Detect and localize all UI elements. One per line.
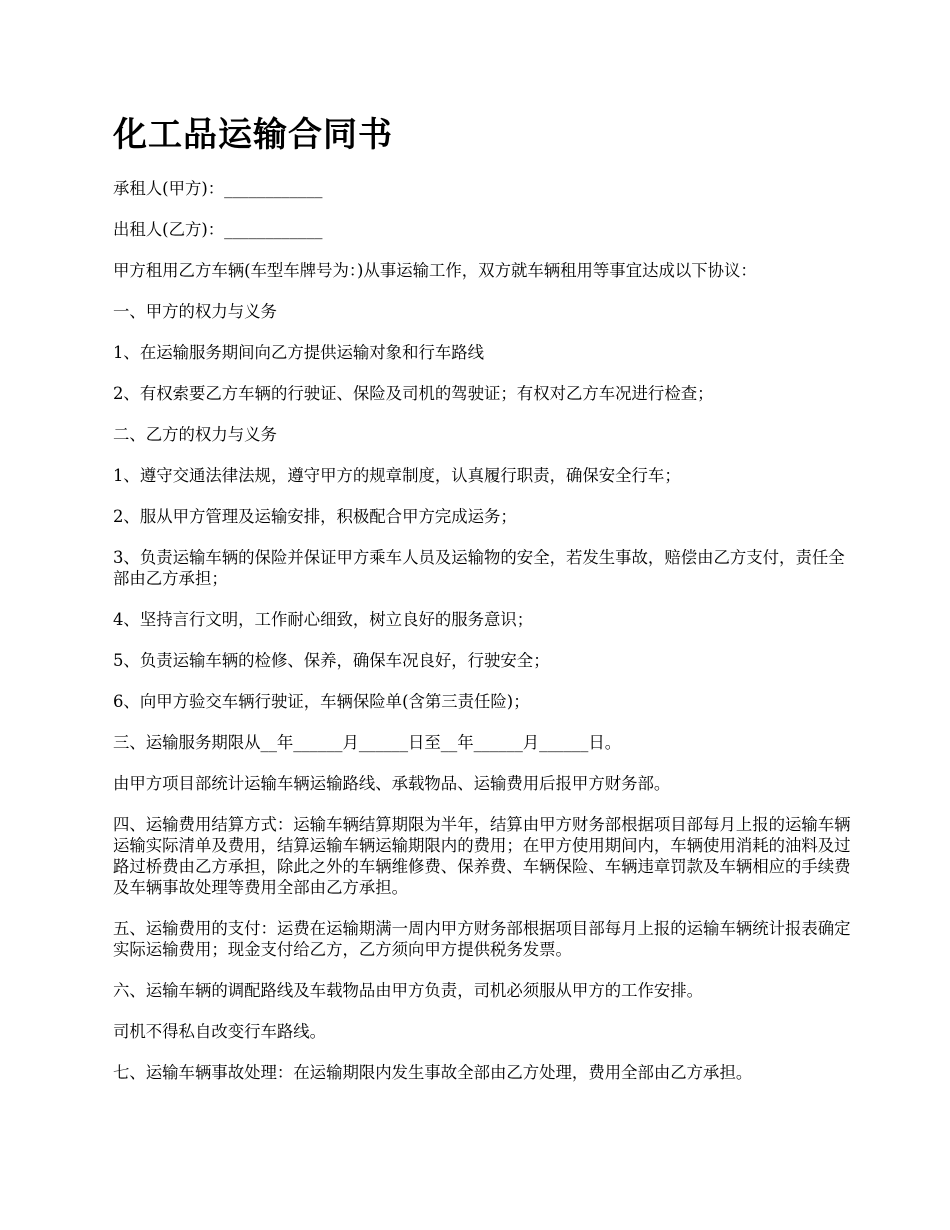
section-3-service-period: 三、运输服务期限从__年______月______日至__年______月______日。	[113, 733, 622, 752]
section-7-accident: 七、运输车辆事故处理：在运输期限内发生事故全部由乙方处理，费用全部由乙方承担。	[113, 1063, 753, 1082]
section-2-item-2: 2、服从甲方管理及运输安排，积极配合甲方完成运务；	[113, 507, 517, 526]
section-5-payment: 五、运输费用的支付：运费在运输期满一周内甲方财务部根据项目部每月上报的运输车辆统计报表确定实际运输费用；现金支付给乙方，乙方须向甲方提供税务发票。	[113, 919, 851, 959]
section-2-item-3: 3、负责运输车辆的保险并保证甲方乘车人员及运输物的安全，若发生事故，赔偿由乙方支付，责任全部由乙方承担；	[113, 548, 845, 588]
document-page	[113, 112, 853, 1103]
section-4-settlement: 四、运输费用结算方式：运输车辆结算期限为半年，结算由甲方财务部根据项目部每月上报的运输车辆运输实际清单及费用，结算运输车辆运输期限内的费用；在甲方使用期间内，车辆使用消耗的油料及过路过桥费由乙方承担，除此之外的车辆维修费、保养费、车辆保险、车辆违章罚款及车辆相应的手续费及车辆事故处理等费用全部由乙方承担。	[113, 815, 851, 897]
section-6-note: 司机不得私自改变行车路线。	[113, 1022, 327, 1041]
lessor-party-b-line: 出租人(乙方)：____________	[113, 220, 323, 239]
section-2-heading: 二、乙方的权力与义务	[113, 425, 277, 444]
section-1-heading: 一、甲方的权力与义务	[113, 302, 277, 321]
section-2-item-1: 1、遵守交通法律法规，遵守甲方的规章制度，认真履行职责，确保安全行车；	[113, 466, 681, 485]
document-title: 化工品运输合同书	[113, 115, 393, 155]
section-6-dispatch: 六、运输车辆的调配路线及车载物品由甲方负责，司机必须服从甲方的工作安排。	[113, 981, 704, 1000]
section-3-note: 由甲方项目部统计运输车辆运输路线、承载物品、运输费用后报甲方财务部。	[113, 774, 671, 793]
section-2-item-5: 5、负责运输车辆的检修、保养，确保车况良好，行驶安全；	[113, 651, 550, 670]
section-2-item-6: 6、向甲方验交车辆行驶证，车辆保险单(含第三责任险)；	[113, 692, 530, 711]
section-1-item-1: 1、在运输服务期间向乙方提供运输对象和行车路线	[113, 343, 485, 362]
section-2-item-4: 4、坚持言行文明，工作耐心细致，树立良好的服务意识；	[113, 610, 534, 629]
intro-paragraph: 甲方租用乙方车辆(车型车牌号为：)从事运输工作，双方就车辆租用等事宜达成以下协议：	[113, 261, 757, 280]
section-1-item-2: 2、有权索要乙方车辆的行驶证、保险及司机的驾驶证；有权对乙方车况进行检查；	[113, 384, 714, 403]
lessee-party-a-line: 承租人(甲方)：____________	[113, 179, 323, 198]
